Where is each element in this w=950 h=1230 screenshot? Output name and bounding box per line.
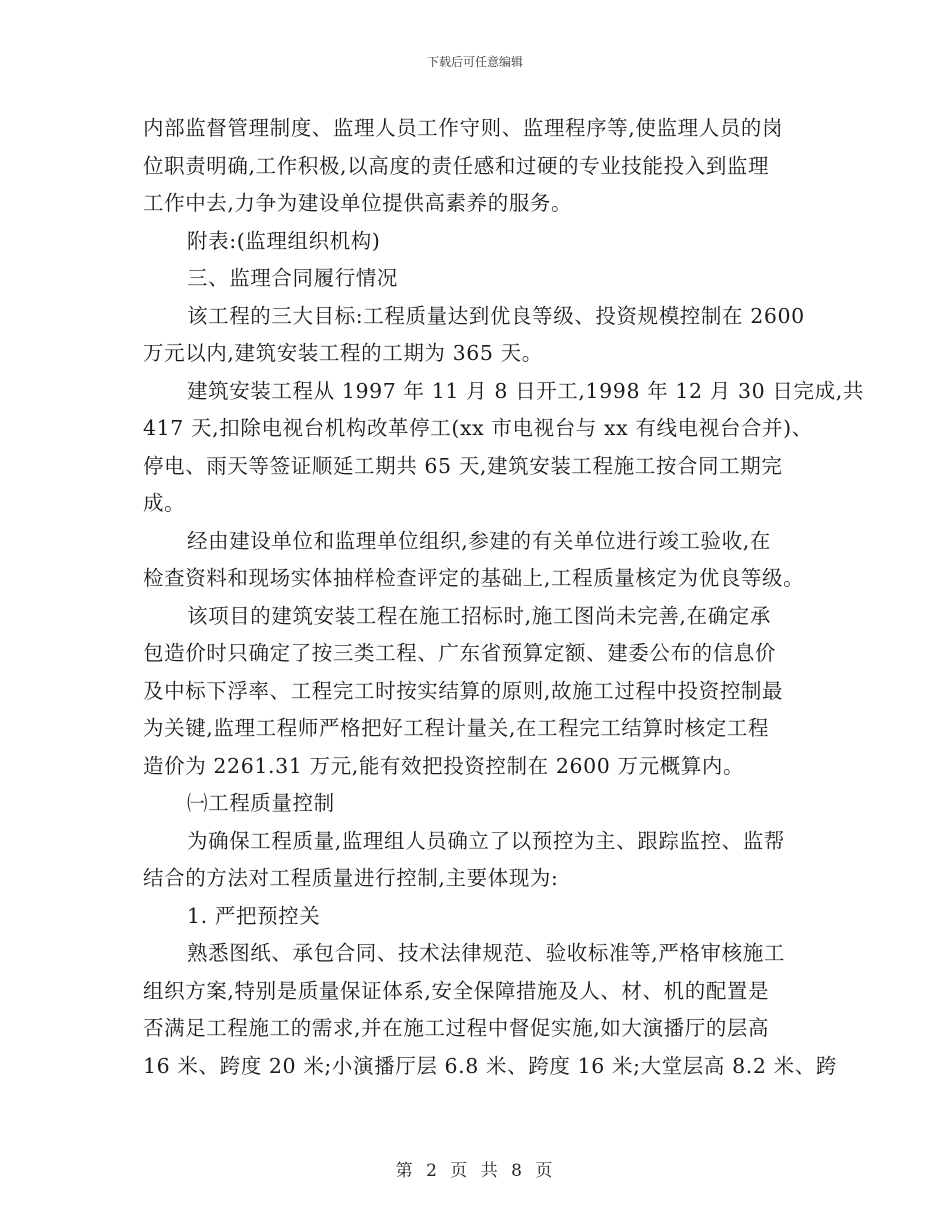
text-line: 位职责明确,工作积极,以高度的责任感和过硬的专业技能投入到监理 bbox=[143, 153, 770, 178]
text-line: ㈠工程质量控制 bbox=[187, 791, 335, 815]
text-line: 为确保工程质量,监理组人员确立了以预控为主、跟踪监控、监帮 bbox=[187, 828, 785, 853]
text-line: 该工程的三大目标:工程质量达到优良等级、投资规模控制在 2600 bbox=[187, 303, 805, 328]
text-line: 及中标下浮率、工程完工时按实结算的原则,故施工过程中投资控制最 bbox=[143, 678, 784, 703]
document-body bbox=[143, 110, 864, 1085]
text-line: 附表:(监理组织机构) bbox=[187, 228, 381, 253]
text-line: 结合的方法对工程质量进行控制,主要体现为: bbox=[143, 866, 559, 890]
text-line: 经由建设单位和监理单位组织,参建的有关单位进行竣工验收,在 bbox=[187, 528, 771, 553]
page-header: 下载后可任意编辑 bbox=[426, 55, 523, 69]
text-line: 停电、雨天等签证顺延工期共 65 天,建筑安装工程施工按合同工期完 bbox=[143, 453, 783, 478]
text-line: 内部监督管理制度、监理人员工作守则、监理程序等,使监理人员的岗 bbox=[143, 116, 784, 140]
text-line: 工作中去,力争为建设单位提供高素养的服务。 bbox=[143, 191, 573, 215]
text-line: 否满足工程施工的需求,并在施工过程中督促实施,如大演播厅的层高 bbox=[143, 1016, 770, 1040]
text-line: 包造价时只确定了按三类工程、广东省预算定额、建委公布的信息价 bbox=[143, 641, 776, 665]
text-line: 417 天,扣除电视台机构改革停工(xx 市电视台与 xx 有线电视台合并)、 bbox=[143, 416, 813, 440]
text-line: 成。 bbox=[143, 491, 186, 515]
text-line: 熟悉图纸、承包合同、技术法律规范、验收标准等,严格审核施工 bbox=[187, 941, 785, 965]
text-line: 检查资料和现场实体抽样检查评定的基础上,工程质量核定为优良等级。 bbox=[143, 566, 805, 590]
page-footer: 第 2 页 共 8 页 bbox=[395, 1161, 555, 1181]
text-line: 造价为 2261.31 万元,能有效把投资控制在 2600 万元概算内。 bbox=[143, 753, 745, 778]
text-line: 该项目的建筑安装工程在施工招标时,施工图尚未完善,在确定承 bbox=[187, 603, 771, 628]
text-line: 三、监理合同履行情况 bbox=[187, 266, 398, 290]
text-line: 1. 严把预控关 bbox=[187, 903, 321, 928]
text-line: 建筑安装工程从 1997 年 11 月 8 日开工,1998 年 12 月 30 日完成,共 bbox=[187, 378, 864, 403]
text-line: 为关键,监理工程师严格把好工程计量关,在工程完工结算时核定工程 bbox=[143, 716, 770, 740]
text-line: 万元以内,建筑安装工程的工期为 365 天。 bbox=[143, 341, 543, 365]
text-line: 组织方案,特别是质量保证体系,安全保障措施及人、材、机的配置是 bbox=[143, 978, 770, 1003]
text-line: 16 米、跨度 20 米;小演播厅层 6.8 米、跨度 16 米;大堂层高 8.2 米、跨 bbox=[143, 1053, 837, 1078]
